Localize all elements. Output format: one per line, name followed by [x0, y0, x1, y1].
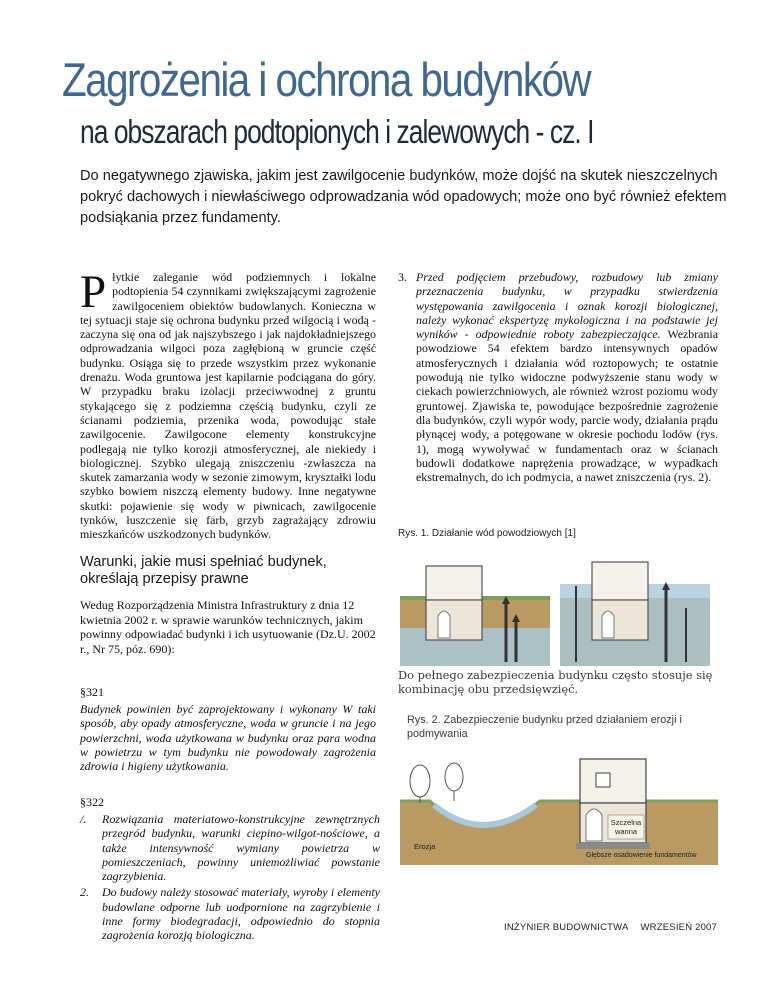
figure-2-caption: Rys. 2. Zabezpieczenie budynku przed działaniem erozji i podmywania — [407, 714, 682, 740]
left-column-body — [80, 266, 376, 542]
list-item — [80, 885, 380, 942]
label-deep-foundation: Głębsze osadowienie fundamentów — [586, 852, 697, 859]
paragraph-322-number: §322 — [80, 795, 104, 809]
article-subtitle: na obszarach podtopionych i zalewowych - cz. I — [80, 113, 594, 150]
section-heading: Warunki, jakie musi spełniać budynek, określają przepisy prawne — [80, 554, 327, 587]
item-body-text: Wezbrania powodziowe 54 efektem bardzo intensywnych opadów atmosferycznych i działania wód roztopowych; te ostatnie powodują nie tylko widoczne podwyższenie stanu wody w ciekach powierzchniowych, ale również wzrost poziomu wody gruntowej. Zjawiska te, powodujące bezpośrednie zagrożenie dla budynków, czyli wypór wody, parcie wody, działania prądu płynącej wody, a potęgowane w okresie pochodu lodów (rys. 1), mogą wywoływać w fundamentach oraz w ścianach budowli dodatkowe naprężenia prowadzące, w wypadkach ekstremalnych, do ich podmycia, a nawet zniszczenia (rys. 2). — [416, 327, 718, 485]
item-italic-text: Przed podjęciem przebudowy, rozbudowy lub zmiany przeznaczenia budynku, w przypadku stwierdzenia występowania zawilgocenia i oznak korozji biologicznej, należy wykonać ekspertyzę mykologiczna i na podstawie jej wyników - odpowiednie roboty zabezpieczające. — [416, 270, 718, 342]
paragraph-321-number: §321 — [80, 685, 104, 699]
list-item-text: Do budowy należy stosować materiały, wyroby i elementy budowlane odporne lub uodpornione na zagrzybienie i inne formy biodegradacji, odpowiednio do stopnia zagrożenia korozją biologiczna. — [102, 885, 380, 943]
figure-2-note: Do pełnego zabezpieczenia budynku często stosuje się kombinację obu przedsięwzięć. — [398, 668, 713, 696]
right-column-item — [398, 270, 718, 484]
item-number: 3. — [398, 270, 407, 284]
regulation-intro: Wedug Rozporządzenia Ministra Infrastruktury z dnia 12 kwietnia 2002 r. w sprawie warunków technicznych, jakim powinny odpowiadać budynki i ich usytuowanie (Dz.U. 2002 r., Nr 75, póz. 690): — [80, 598, 376, 656]
list-item — [80, 812, 380, 883]
page-footer — [504, 922, 724, 933]
drop-cap: P — [80, 266, 107, 318]
figure-1-illustration — [396, 558, 714, 668]
list-item-number: /. — [80, 812, 87, 826]
list-item-text: Rozwiązania materiatowo-konstrukcyjne zewnętrznych przegród budynku, warunki ciepino-wilgot-nościowe, a także intensywność wymiany powietrza w pomieszczeniach, powinny uniemożliwiać powstanie zagrzybienia. — [102, 812, 380, 884]
label-tight-tub: Szczelna wanna — [610, 818, 642, 836]
figure-2-illustration — [400, 753, 718, 865]
label-erosion: Erozja — [414, 842, 436, 851]
paragraph-321-text: Budynek powinien być zaprojektowany i wykonany W taki sposób, aby opady atmosferyczne, woda w gruncie i na jego powierzchni, woda użytkowana w budynku oraz para wodna w powietrzu w tym budynku nie powodowały zagrożenia zdrowia i higieny użytkowania. — [80, 702, 376, 774]
lead-paragraph: Do negatywnego zjawiska, jakim jest zawilgocenie budynków, może dojść na skutek nieszczelnych pokryć dachowych i niewłaściwego odprowadzania wód opadowych; może ono być również efektem podsiąkania przez fundamenty. — [80, 168, 727, 226]
footer-publication: INŻYNIER BUDOWNICTWA — [504, 922, 629, 933]
figure-1-caption: Rys. 1. Działanie wód powodziowych [1] — [398, 528, 576, 539]
article-title: Zagrożenia i ochrona budynków — [62, 53, 591, 106]
intro-text: łytkie zaleganie wód podziemnych i lokalne podtopienia 54 czynnikami zwiększającymi zagrożenie zawilgoceniem obiektów budowlanych. Konieczna w tej sytuacji staje się ochrona budynku przed wilgocią i wodą - zaczyna się ona od jak najszybszego i jak najdokładniejszego odprowadzania wilgoci poza zagłębioną w gruncie część budynku. Osiąga się to przede wszystkim przez wykonanie drenażu. Woda gruntowa jest kapilarnie podciągana do góry. W przypadku braku izolacji przeciwwodnej z gruntu stykającego się z podziemna częścią budynku, czyli ze ścianami podziemia, przenika woda, powodując stałe zawilgocenie. Zawilgocone elementy konstrukcyjne podlegają nie tylko korozji atmosferycznej, ale niekiedy i biologicznej. Szybko ulegają zniszczeniu -zwłaszcza na skutek zamarzania wody w sezonie zimowym, kryształki lodu szybko bowiem niszczą elementy budowy. Inne negatywne skutki: pojawienie się wody w piwnicach, zawilgocenie tynków, łuszczenie się farb, grzyb zagrażający zdrowiu mieszkańców uszkodzonych budynków. — [80, 270, 376, 542]
paragraph-322-list — [80, 812, 380, 945]
footer-issue: WRZESIEŃ 2007 — [640, 922, 718, 933]
list-item-number: 2. — [80, 885, 89, 900]
